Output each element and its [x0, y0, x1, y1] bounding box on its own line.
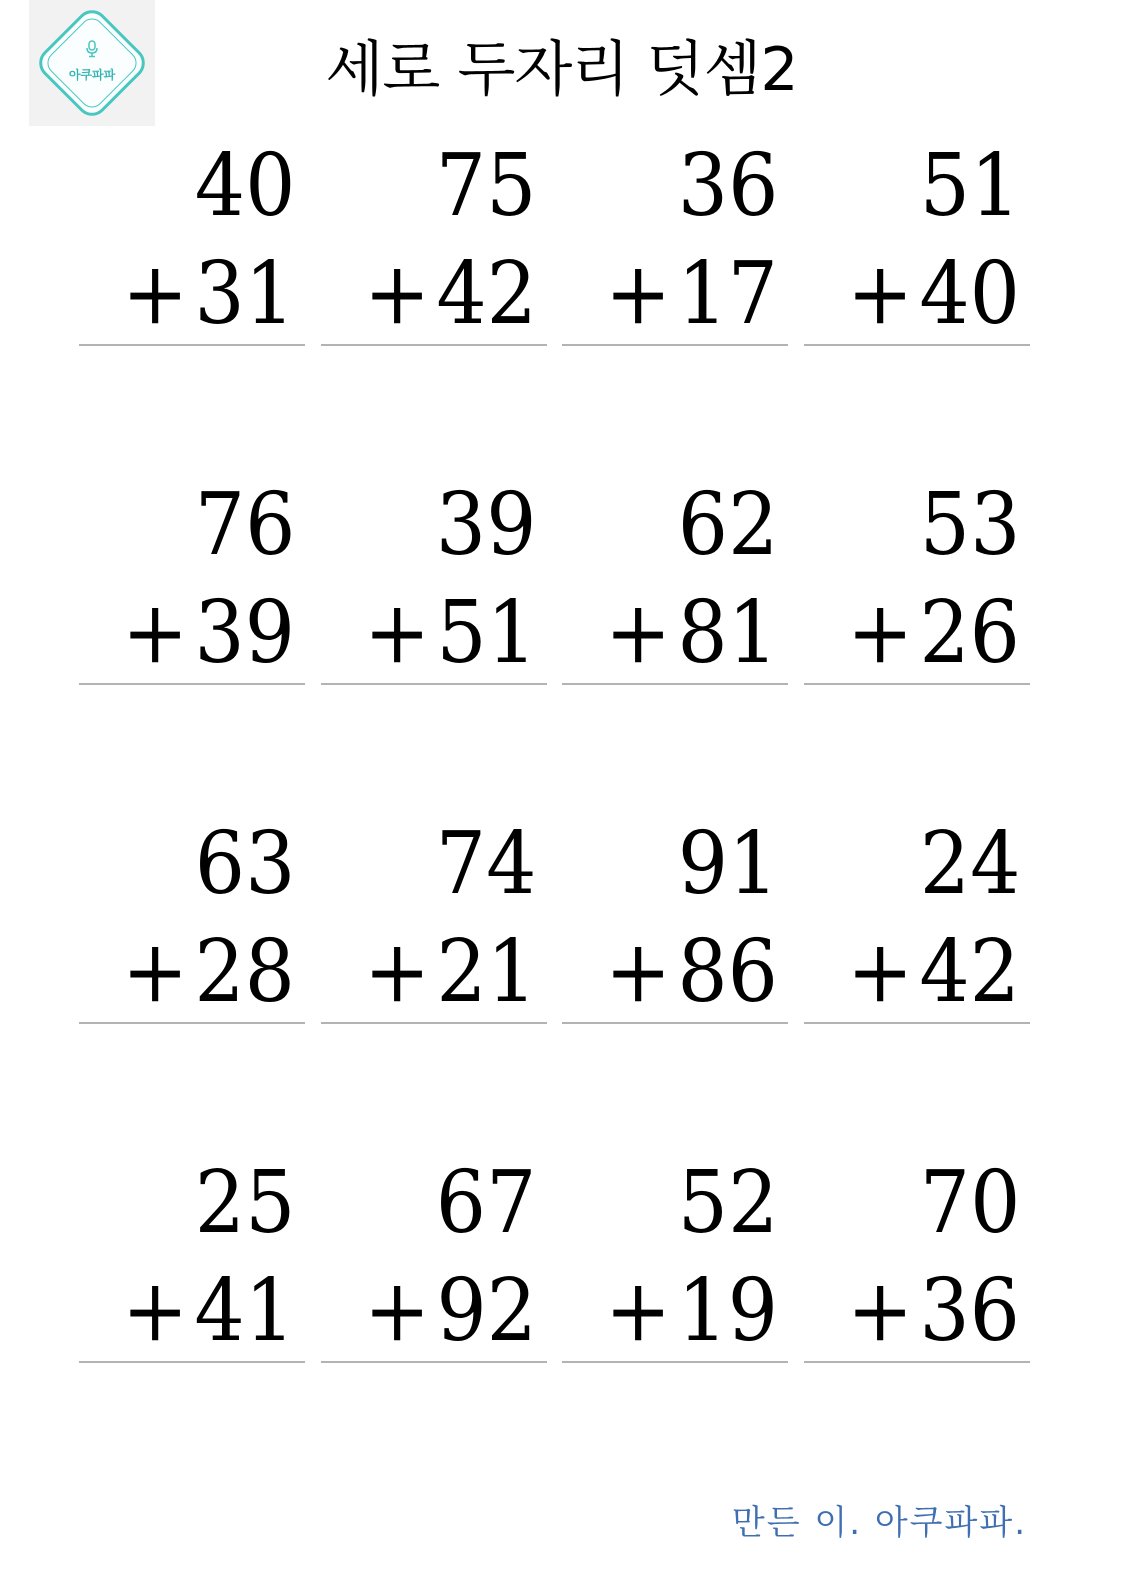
answer-line: [804, 1361, 1030, 1363]
addition-problem: [562, 475, 788, 685]
plus-sign: +: [605, 244, 672, 344]
first-number: 51: [919, 136, 1020, 236]
second-number: 51: [435, 583, 537, 683]
second-number: 21: [435, 922, 537, 1022]
second-number: 40: [919, 244, 1020, 344]
second-number: 42: [435, 244, 537, 344]
answer-line: [804, 683, 1030, 685]
plus-sign: +: [363, 922, 430, 1022]
addition-problem: [562, 814, 788, 1024]
addition-problem: [321, 475, 547, 685]
first-number: 70: [919, 1153, 1020, 1253]
first-number: 63: [194, 814, 295, 914]
problem-grid: [79, 136, 1030, 1492]
second-number: 19: [677, 1261, 779, 1361]
second-number: 86: [677, 922, 779, 1022]
logo-text: 아쿠파파: [68, 68, 116, 82]
plus-sign: +: [847, 244, 914, 344]
plus-sign: +: [847, 583, 914, 683]
second-number: 42: [919, 922, 1020, 1022]
addition-problem: [562, 1153, 788, 1363]
first-number: 75: [435, 136, 537, 236]
plus-sign: +: [122, 244, 189, 344]
answer-line: [321, 683, 547, 685]
answer-line: [562, 683, 788, 685]
answer-line: [562, 1022, 788, 1024]
answer-line: [79, 1361, 305, 1363]
plus-sign: +: [847, 1261, 914, 1361]
plus-sign: +: [605, 922, 672, 1022]
second-number: 92: [435, 1261, 537, 1361]
first-number: 24: [919, 814, 1020, 914]
second-number: 28: [194, 922, 295, 1022]
addition-problem: [804, 136, 1030, 346]
answer-line: [79, 344, 305, 346]
first-number: 76: [194, 475, 295, 575]
problem-row: [79, 1153, 1030, 1492]
answer-line: [562, 1361, 788, 1363]
answer-line: [804, 344, 1030, 346]
problem-row: [79, 136, 1030, 475]
second-number: 36: [919, 1261, 1020, 1361]
plus-sign: +: [363, 1261, 430, 1361]
second-number: 31: [194, 244, 295, 344]
second-number: 39: [194, 583, 295, 683]
addition-problem: [79, 814, 305, 1024]
addition-problem: [321, 1153, 547, 1363]
first-number: 67: [435, 1153, 537, 1253]
plus-sign: +: [605, 583, 672, 683]
first-number: 53: [919, 475, 1020, 575]
answer-line: [79, 683, 305, 685]
addition-problem: [79, 475, 305, 685]
plus-sign: +: [605, 1261, 672, 1361]
addition-problem: [79, 1153, 305, 1363]
first-number: 39: [435, 475, 537, 575]
problem-row: [79, 475, 1030, 814]
first-number: 62: [677, 475, 779, 575]
plus-sign: +: [122, 1261, 189, 1361]
first-number: 74: [435, 814, 537, 914]
answer-line: [562, 344, 788, 346]
addition-problem: [321, 814, 547, 1024]
answer-line: [321, 1022, 547, 1024]
plus-sign: +: [122, 922, 189, 1022]
first-number: 40: [194, 136, 295, 236]
answer-line: [804, 1022, 1030, 1024]
plus-sign: +: [363, 583, 430, 683]
second-number: 81: [677, 583, 779, 683]
second-number: 17: [677, 244, 779, 344]
first-number: 91: [677, 814, 779, 914]
page-title: 세로 두자리 덧셈2: [325, 35, 798, 105]
addition-problem: [804, 814, 1030, 1024]
second-number: 41: [194, 1261, 295, 1361]
addition-problem: [804, 475, 1030, 685]
first-number: 25: [194, 1153, 295, 1253]
answer-line: [321, 1361, 547, 1363]
footer-credit: 만든 이. 아쿠파파.: [731, 1503, 1027, 1543]
answer-line: [321, 344, 547, 346]
first-number: 36: [677, 136, 779, 236]
addition-problem: [321, 136, 547, 346]
addition-problem: [804, 1153, 1030, 1363]
addition-problem: [79, 136, 305, 346]
addition-problem: [562, 136, 788, 346]
plus-sign: +: [122, 583, 189, 683]
plus-sign: +: [363, 244, 430, 344]
first-number: 52: [677, 1153, 779, 1253]
problem-row: [79, 814, 1030, 1153]
answer-line: [79, 1022, 305, 1024]
second-number: 26: [919, 583, 1020, 683]
plus-sign: +: [847, 922, 914, 1022]
